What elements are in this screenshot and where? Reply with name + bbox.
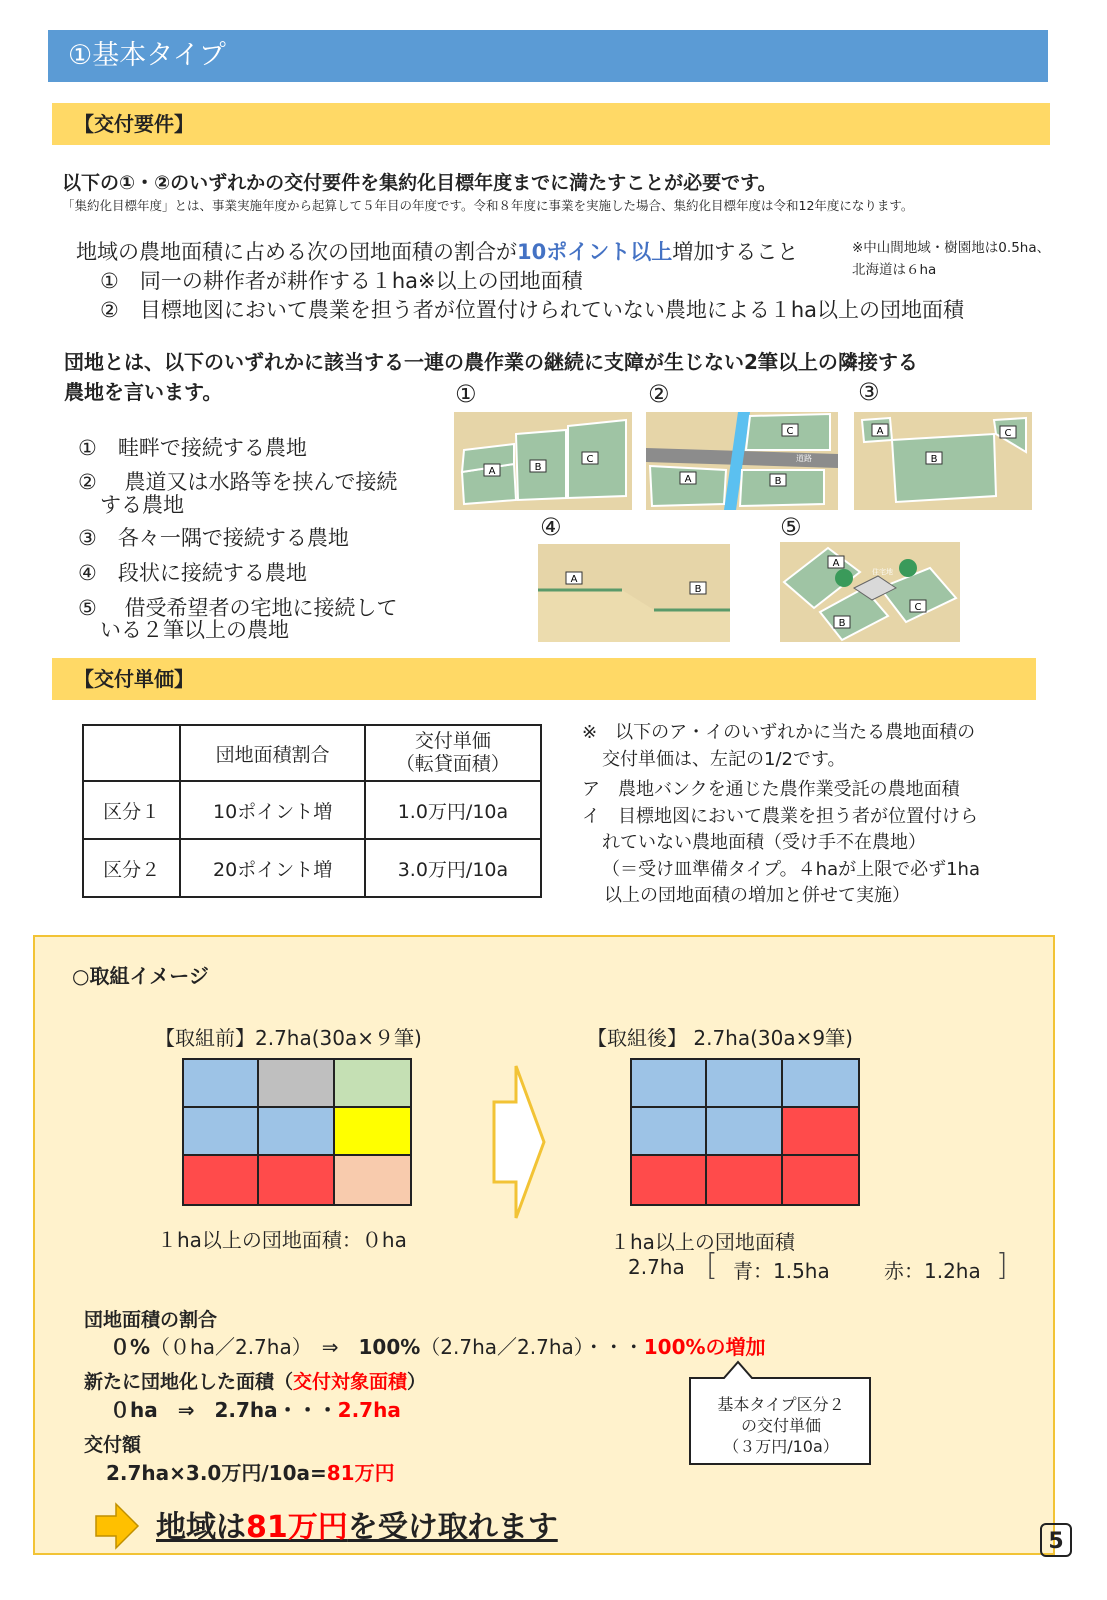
fig3-label-a: A bbox=[876, 426, 884, 437]
table-header-blank bbox=[83, 725, 180, 781]
table-header-price: 交付単価 （転貸面積） bbox=[365, 725, 541, 781]
amount-calculation: 2.7ha×3.0万円/10a=81万円 bbox=[106, 1461, 395, 1485]
figure-number-5: ⑤ bbox=[780, 513, 802, 541]
before-result: １ha以上の団地面積：０ha bbox=[157, 1228, 407, 1252]
type-item-3: ③ 各々一隅で接続する農地 bbox=[78, 526, 349, 550]
fig2-label-b: B bbox=[774, 476, 782, 487]
after-field-plot bbox=[632, 1060, 707, 1108]
before-field-plot bbox=[335, 1060, 410, 1108]
fig4-label-b: B bbox=[694, 584, 702, 595]
table-cell-category: 区分１ bbox=[83, 781, 180, 839]
table-cell-price: 1.0万円/10a bbox=[365, 781, 541, 839]
amount-heading: 交付額 bbox=[84, 1434, 142, 1456]
fig2-label-a: A bbox=[684, 474, 692, 485]
note-line: ア 農地バンクを通じた農作業受託の農地面積 bbox=[582, 779, 960, 800]
fig5-label-a: A bbox=[832, 558, 840, 569]
figure-1-illustration bbox=[454, 412, 632, 510]
fig3-label-c: C bbox=[1004, 428, 1012, 439]
before-field-plot bbox=[184, 1156, 259, 1204]
danchi-definition-line1: 団地とは、以下のいずれかに該当する一連の農作業の継続に支障が生じない2筆以上の隣接する bbox=[64, 350, 918, 374]
table-cell-price: 3.0万円/10a bbox=[365, 839, 541, 897]
note-line: 以上の団地面積の増加と併せて実施） bbox=[604, 885, 910, 906]
before-field-plot bbox=[335, 1108, 410, 1156]
before-field-plot bbox=[259, 1156, 334, 1204]
figure-4-illustration bbox=[538, 544, 730, 642]
table-row bbox=[83, 781, 541, 839]
fig5-label-b: B bbox=[838, 618, 846, 629]
fig4-label-a: A bbox=[570, 574, 578, 585]
before-field-plot bbox=[184, 1060, 259, 1108]
conclusion: 地域は81万円を受け取れます bbox=[156, 1510, 558, 1545]
transition-arrow-icon bbox=[490, 1062, 546, 1222]
bracket-right: ] bbox=[996, 1248, 1008, 1283]
new-area-heading: 新たに団地化した面積（交付対象面積） bbox=[84, 1371, 427, 1393]
section-header-requirements: 【交付要件】 bbox=[52, 103, 1050, 145]
table-header-ratio: 団地面積割合 bbox=[180, 725, 365, 781]
table-cell-ratio: 10ポイント増 bbox=[180, 781, 365, 839]
unit-price-table bbox=[82, 724, 542, 898]
danchi-definition-line2: 農地を言います。 bbox=[64, 380, 223, 404]
after-total: 2.7ha bbox=[628, 1255, 685, 1279]
bracket-left: [ bbox=[706, 1248, 718, 1283]
after-field-grid bbox=[630, 1058, 860, 1206]
side-note-line1: ※中山間地域・樹園地は0.5ha、 bbox=[852, 240, 1051, 256]
before-field-plot bbox=[335, 1156, 410, 1204]
requirement-suffix: 増加すること bbox=[672, 240, 799, 264]
after-field-plot bbox=[783, 1060, 858, 1108]
type-item-5-cont: いる２筆以上の農地 bbox=[100, 618, 289, 642]
ratio-calculation: ０%（０ha／2.7ha） ⇒ 100%（2.7ha／2.7ha）・・・100%の増加 bbox=[110, 1335, 766, 1359]
figure-2-illustration bbox=[646, 412, 838, 510]
after-field-plot bbox=[783, 1156, 858, 1204]
note-line: 交付単価は、左記の1/2です。 bbox=[602, 748, 846, 770]
type-item-5: ⑤ 借受希望者の宅地に接続して bbox=[78, 596, 398, 620]
example-heading: ○取組イメージ bbox=[72, 964, 209, 988]
figure-number-4: ④ bbox=[540, 513, 562, 541]
requirement-item-1: ① 同一の耕作者が耕作する１ha※以上の団地面積 bbox=[100, 269, 583, 293]
type-item-2-cont: する農地 bbox=[100, 493, 184, 517]
page-number: 5 bbox=[1040, 1523, 1072, 1557]
requirement-prefix: 地域の農地面積に占める次の団地面積の割合が bbox=[76, 240, 517, 264]
note-line: （＝受け皿準備タイプ。４haが上限で必ず1ha bbox=[602, 858, 980, 880]
note-line: イ 目標地図において農業を担う者が位置付けら bbox=[582, 805, 978, 827]
side-note-line2: 北海道は６ha bbox=[852, 262, 937, 278]
fig2-label-c: C bbox=[786, 426, 794, 437]
note-line: ※ 以下のア・イのいずれかに当たる農地面積の bbox=[582, 722, 976, 743]
note-line: れていない農地面積（受け手不在農地） bbox=[602, 832, 926, 853]
after-label: 【取組後】 2.7ha(30a×9筆) bbox=[587, 1026, 853, 1050]
ratio-heading: 団地面積の割合 bbox=[84, 1309, 218, 1331]
table-cell-ratio: 20ポイント増 bbox=[180, 839, 365, 897]
fig1-label-c: C bbox=[586, 454, 594, 465]
before-field-plot bbox=[259, 1060, 334, 1108]
before-field-plot bbox=[184, 1108, 259, 1156]
requirement-statement bbox=[76, 236, 798, 266]
figure-5-illustration bbox=[780, 542, 960, 642]
before-field-plot bbox=[259, 1108, 334, 1156]
fig2-road-label: 道路 bbox=[796, 454, 812, 463]
after-field-plot bbox=[783, 1108, 858, 1156]
figure-3-illustration bbox=[854, 412, 1032, 510]
table-cell-category: 区分２ bbox=[83, 839, 180, 897]
callout-text: 基本タイプ区分２ の交付単価 （３万円/10a） bbox=[717, 1395, 845, 1456]
table-row bbox=[83, 839, 541, 897]
type-item-1: ① 畦畔で接続する農地 bbox=[78, 436, 307, 460]
type-item-4: ④ 段状に接続する農地 bbox=[78, 561, 307, 585]
fig5-label-c: C bbox=[914, 602, 922, 613]
after-red-area: 赤：1.2ha bbox=[884, 1259, 981, 1283]
after-field-plot bbox=[707, 1108, 782, 1156]
before-label: 【取組前】2.7ha(30a×９筆) bbox=[155, 1026, 422, 1050]
fig5-house-label: 住宅地 bbox=[872, 568, 893, 576]
after-result-line1: １ha以上の団地面積 bbox=[610, 1230, 795, 1254]
fig3-label-b: B bbox=[930, 454, 938, 465]
section-header-unit-price: 【交付単価】 bbox=[52, 658, 1036, 700]
arrow-right-icon bbox=[94, 1502, 140, 1550]
before-field-grid bbox=[182, 1058, 412, 1206]
requirement-highlight: 10ポイント以上 bbox=[517, 240, 673, 264]
figure-number-3: ③ bbox=[858, 378, 880, 406]
fig1-label-b: B bbox=[534, 462, 542, 473]
new-area-calculation: ０ha ⇒ 2.7ha・・・2.7ha bbox=[110, 1398, 401, 1422]
type-item-2: ② 農道又は水路等を挟んで接続 bbox=[78, 470, 398, 494]
after-blue-area: 青：1.5ha bbox=[733, 1259, 830, 1283]
figure-number-1: ① bbox=[455, 380, 477, 408]
page-title: ①基本タイプ bbox=[48, 30, 1048, 82]
requirements-lead: 以下の①・②のいずれかの交付要件を集約化目標年度までに満たすことが必要です。 bbox=[62, 172, 777, 194]
after-field-plot bbox=[632, 1156, 707, 1204]
unit-price-notes bbox=[582, 720, 980, 910]
after-field-plot bbox=[632, 1108, 707, 1156]
figure-number-2: ② bbox=[648, 380, 670, 408]
requirement-item-2: ② 目標地図において農業を担う者が位置付けられていない農地による１ha以上の団地面積 bbox=[100, 298, 965, 322]
requirements-note: 「集約化目標年度」とは、事業実施年度から起算して５年目の年度です。令和８年度に事業を実施した場合、集約化目標年度は令和12年度になります。 bbox=[62, 198, 914, 213]
fig1-label-a: A bbox=[488, 466, 496, 477]
after-field-plot bbox=[707, 1060, 782, 1108]
after-field-plot bbox=[707, 1156, 782, 1204]
